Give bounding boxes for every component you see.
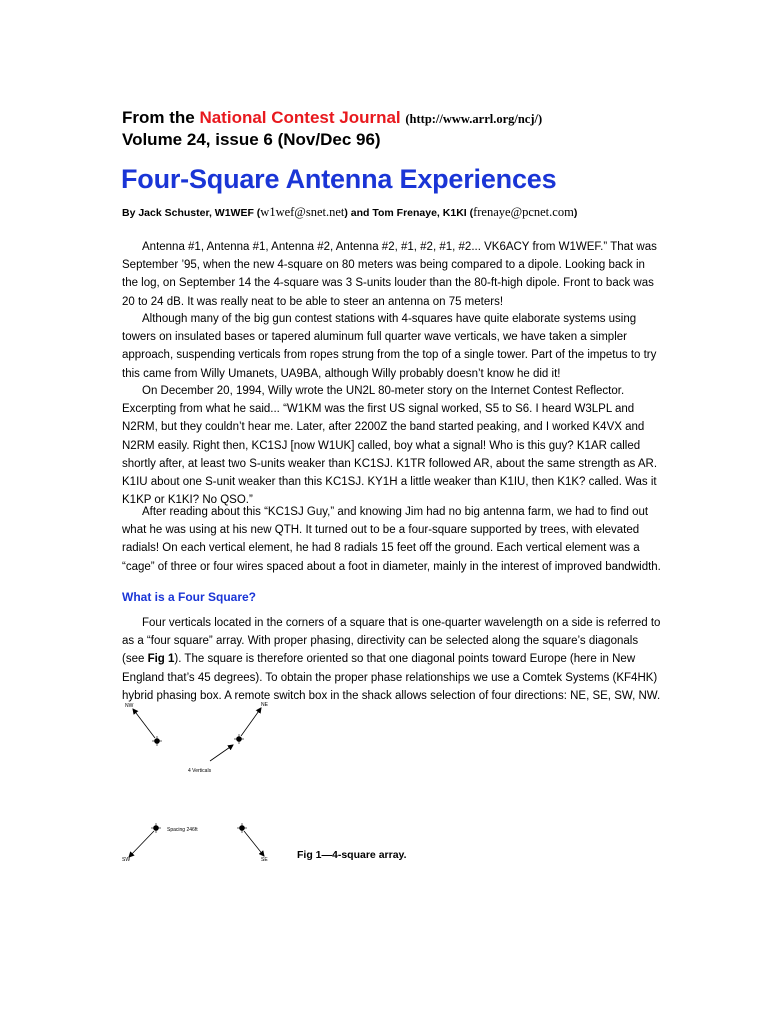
nw-arrow [133, 709, 155, 738]
paragraph-1 [122, 238, 662, 311]
nw-vertical-icon [152, 736, 162, 746]
article-title: Four-Square Antenna Experiences [121, 164, 557, 194]
paragraph-text: After reading about this “KC1SJ Guy,” and knowing Jim had no big antenna farm, we had to find out what he was using at his new QTH. It turned out to be a four-square supported by trees, with elevated radials! On each vertical element, he had 8 radials 15 feet off the ground. Each vertical element was a “cage” of three or four wires spaced about a foot in diameter, mainly in the interest of improved bandwidth. [122, 506, 661, 573]
paragraph-text: Although many of the big gun contest stations with 4-squares have quite elaborate systems using towers on insulated bases or tapered aluminum full quarter wave verticals, we have taken a simpler approach, suspending verticals from ropes strung from the top of a single tower. Part of the impetus to try this came from Willy Umanets, UA9BA, although Willy probably doesn’t know he did it! [122, 313, 657, 380]
se-arrow [244, 831, 264, 856]
paragraph-3 [122, 382, 662, 509]
journal-url: (http://www.arrl.org/ncj/) [405, 112, 543, 126]
ne-arrow [241, 708, 261, 736]
paragraph-4 [122, 503, 662, 576]
byline-authors-1: By Jack Schuster, W1WEF ( [122, 207, 261, 219]
label-se: SE [261, 857, 268, 863]
se-vertical-icon [237, 823, 247, 833]
paragraph-2 [122, 310, 662, 383]
from-prefix: From the [122, 108, 200, 127]
volume-line: Volume 24, issue 6 (Nov/Dec 96) [122, 130, 381, 149]
label-nw: NW [125, 703, 134, 709]
sw-vertical-icon [151, 823, 161, 833]
byline-close: ) [573, 207, 578, 219]
paragraph-text: On December 20, 1994, Willy wrote the UN2L 80-meter story on the Internet Contest Reflector. Excerpting from what he said... “W1KM was the first US signal worked, S5 to S6. I heard W3LPL and N2RM, but they couldn’t hear me. Later, after 2200Z the band started peaking, and I worked K4VX and N2RM easily. Right then, KC1SJ [now W1UK] called, boy what a signal! Who is this guy? K1AR called shortly after, at least two S-units weaker than KC1SJ. K1TR followed AR, about the same strength as AR. K1IU about one S-unit weaker than this KC1SJ. KY1H a little weaker than K1IU, then K1K? called. Was it K1KP or K1KI? No QSO.” [122, 385, 658, 507]
source-line [122, 108, 542, 128]
sw-arrow [129, 831, 154, 857]
byline-authors-2: ) and Tom Frenaye, K1KI ( [344, 207, 474, 219]
label-4-verticals: 4 Verticals [188, 768, 212, 774]
four-square-diagram [110, 695, 300, 875]
section-heading: What is a Four Square? [122, 590, 257, 604]
figure-reference: Fig 1 [147, 653, 175, 666]
paragraph-text: Antenna #1, Antenna #1, Antenna #2, Antenna #2, #1, #2, #1, #2... VK6ACY from W1WEF.” That was September ’95, when the new 4-square on 80 meters was being compared to a dipole. Looking back in the log, on September 14 the 4-square was 3 S-units louder than the 80-ft-high dipole. Front to back was 20 to 24 dB. It was really neat to be able to steer an antenna on 75 meters! [122, 241, 657, 308]
paragraph-part: ). The square is therefore oriented so that one diagonal points toward Europe (here in New England that’s 45 degrees). To obtain the proper phase relationships we use a Comtek Systems (KF4HK) hybrid phasing box. A remote switch box in the shack allows selection of four directions: NE, SE, SW, NW. [122, 653, 661, 702]
byline [122, 205, 577, 220]
paragraph-text [122, 614, 662, 705]
figure-caption: Fig 1—4-square array. [297, 849, 407, 861]
author-email-2: frenaye@pcnet.com [473, 205, 574, 219]
paragraph-5 [122, 614, 662, 705]
journal-name: National Contest Journal [199, 108, 401, 127]
label-spacing: Spacing 246ft [167, 827, 198, 833]
label-ne: NE [261, 702, 268, 708]
verticals-pointer [210, 745, 233, 761]
label-sw: SW [122, 857, 131, 863]
author-email-1: w1wef@snet.net [260, 205, 345, 219]
paragraph-part: Four verticals located in the corners of a square that is one-quarter wavelength on a side is referred to as a “four square” array. With proper phasing, directivity can be selected along the square’s diagonals (see [122, 617, 661, 666]
ne-vertical-icon [234, 734, 244, 744]
